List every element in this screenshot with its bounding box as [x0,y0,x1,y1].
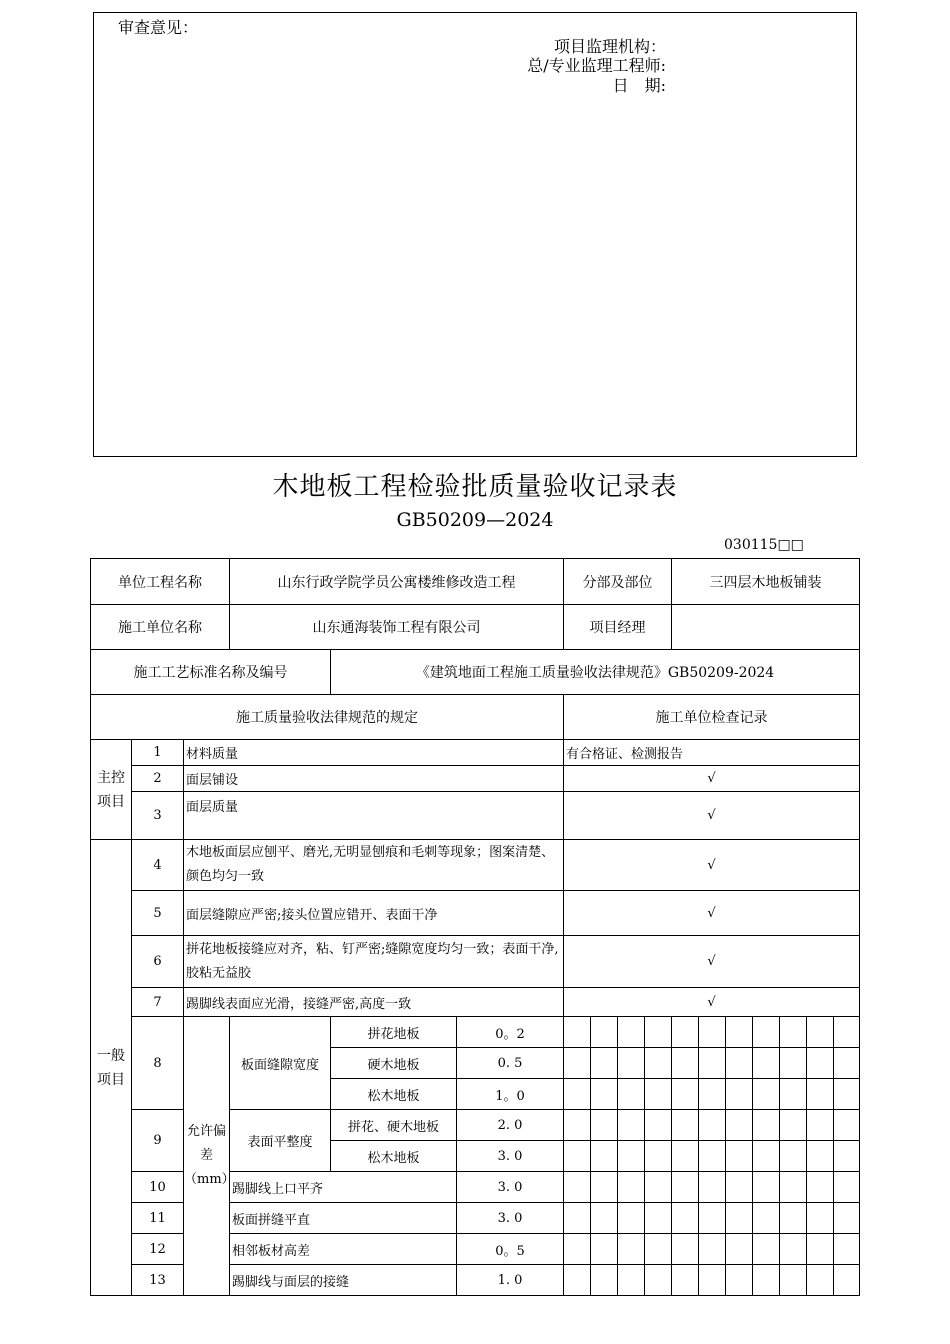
contractor-label: 施工单位名称 [91,605,230,650]
unit-project-value: 山东行政学院学员公寓楼维修改造工程 [230,559,564,605]
item-number: 1 [132,740,184,766]
tolerance-item: 表面平整度 [230,1110,331,1172]
tolerance-sub-item: 松木地板 [331,1141,457,1172]
item-number: 2 [132,766,184,792]
tolerance-item: 板面拼缝平直 [230,1203,457,1234]
tolerance-value: 3. 0 [457,1203,564,1234]
tolerance-value: 1。0 [457,1079,564,1110]
tolerance-value: 0。2 [457,1017,564,1048]
item-description: 面层铺设 [184,766,564,792]
item-record: √ [564,792,860,840]
tolerance-value: 0. 5 [457,1048,564,1079]
item-number: 12 [132,1234,184,1265]
supervision-engineer-label: 总/专业监理工程师: [527,56,666,75]
item-description: 面层缝隙应严密;接头位置应错开、表面干净 [184,891,564,936]
process-standard-label: 施工工艺标准名称及编号 [91,650,331,695]
supervision-org-label: 项目监理机构： [553,37,666,56]
item-number: 10 [132,1172,184,1203]
item-number: 9 [132,1110,184,1172]
tolerance-item: 踢脚线上口平齐 [230,1172,457,1203]
project-manager-label: 项目经理 [564,605,672,650]
general-items-label: 一般项目 [91,840,132,1296]
contractor-value: 山东通海装饰工程有限公司 [230,605,564,650]
project-manager-value [672,605,860,650]
item-number: 5 [132,891,184,936]
tolerance-value: 3. 0 [457,1172,564,1203]
item-number: 11 [132,1203,184,1234]
document-code: 030115□□ [724,537,804,553]
tolerance-value: 0。5 [457,1234,564,1265]
inspection-record-table [90,558,860,1296]
review-date-label: 日 期: [612,76,666,95]
item-description: 拼花地板接缝应对齐，粘、钉严密;缝隙宽度均匀一致；表面干净,胶粘无益胶 [184,936,564,988]
record-header: 施工单位检查记录 [564,695,860,740]
item-description: 踢脚线表面应光滑，接缝严密,高度一致 [184,988,564,1017]
tolerance-item: 相邻板材高差 [230,1234,457,1265]
tolerance-sub-item: 松木地板 [331,1079,457,1110]
item-record: √ [564,766,860,792]
document-title: 木地板工程检验批质量验收记录表 [272,472,678,502]
sub-part-label: 分部及部位 [564,559,672,605]
tolerance-item: 板面缝隙宽度 [230,1017,331,1110]
tolerance-value: 3. 0 [457,1141,564,1172]
item-number: 13 [132,1265,184,1296]
review-title: 审查意见： [118,18,199,37]
process-standard-value: 《建筑地面工程施工质量验收法律规范》GB50209-2024 [331,650,860,695]
tolerance-sub-item: 拼花、硬木地板 [331,1110,457,1141]
item-record: √ [564,840,860,891]
item-description: 木地板面层应刨平、磨光,无明显刨痕和毛刺等现象；图案清楚、颜色均匀一致 [184,840,564,891]
document-standard: GB50209—2024 [396,509,554,531]
item-number: 7 [132,988,184,1017]
item-description: 材料质量 [184,740,564,766]
item-record: 有合格证、检测报告 [564,740,860,766]
unit-project-label: 单位工程名称 [91,559,230,605]
item-record: √ [564,988,860,1017]
item-number: 8 [132,1017,184,1110]
tolerance-value: 2. 0 [457,1110,564,1141]
review-box [93,12,857,457]
item-record: √ [564,891,860,936]
item-description: 面层质量 [184,792,564,840]
tolerance-sub-item: 拼花地板 [331,1017,457,1048]
main-items-label: 主控项目 [91,740,132,840]
item-record: √ [564,936,860,988]
item-number: 4 [132,840,184,891]
item-number: 6 [132,936,184,988]
tolerance-value: 1. 0 [457,1265,564,1296]
spec-header: 施工质量验收法律规范的规定 [91,695,564,740]
tolerance-label: 允许偏差（mm） [184,1017,230,1296]
item-number: 3 [132,792,184,840]
tolerance-sub-item: 硬木地板 [331,1048,457,1079]
tolerance-item: 踢脚线与面层的接缝 [230,1265,457,1296]
sub-part-value: 三四层木地板铺装 [672,559,860,605]
